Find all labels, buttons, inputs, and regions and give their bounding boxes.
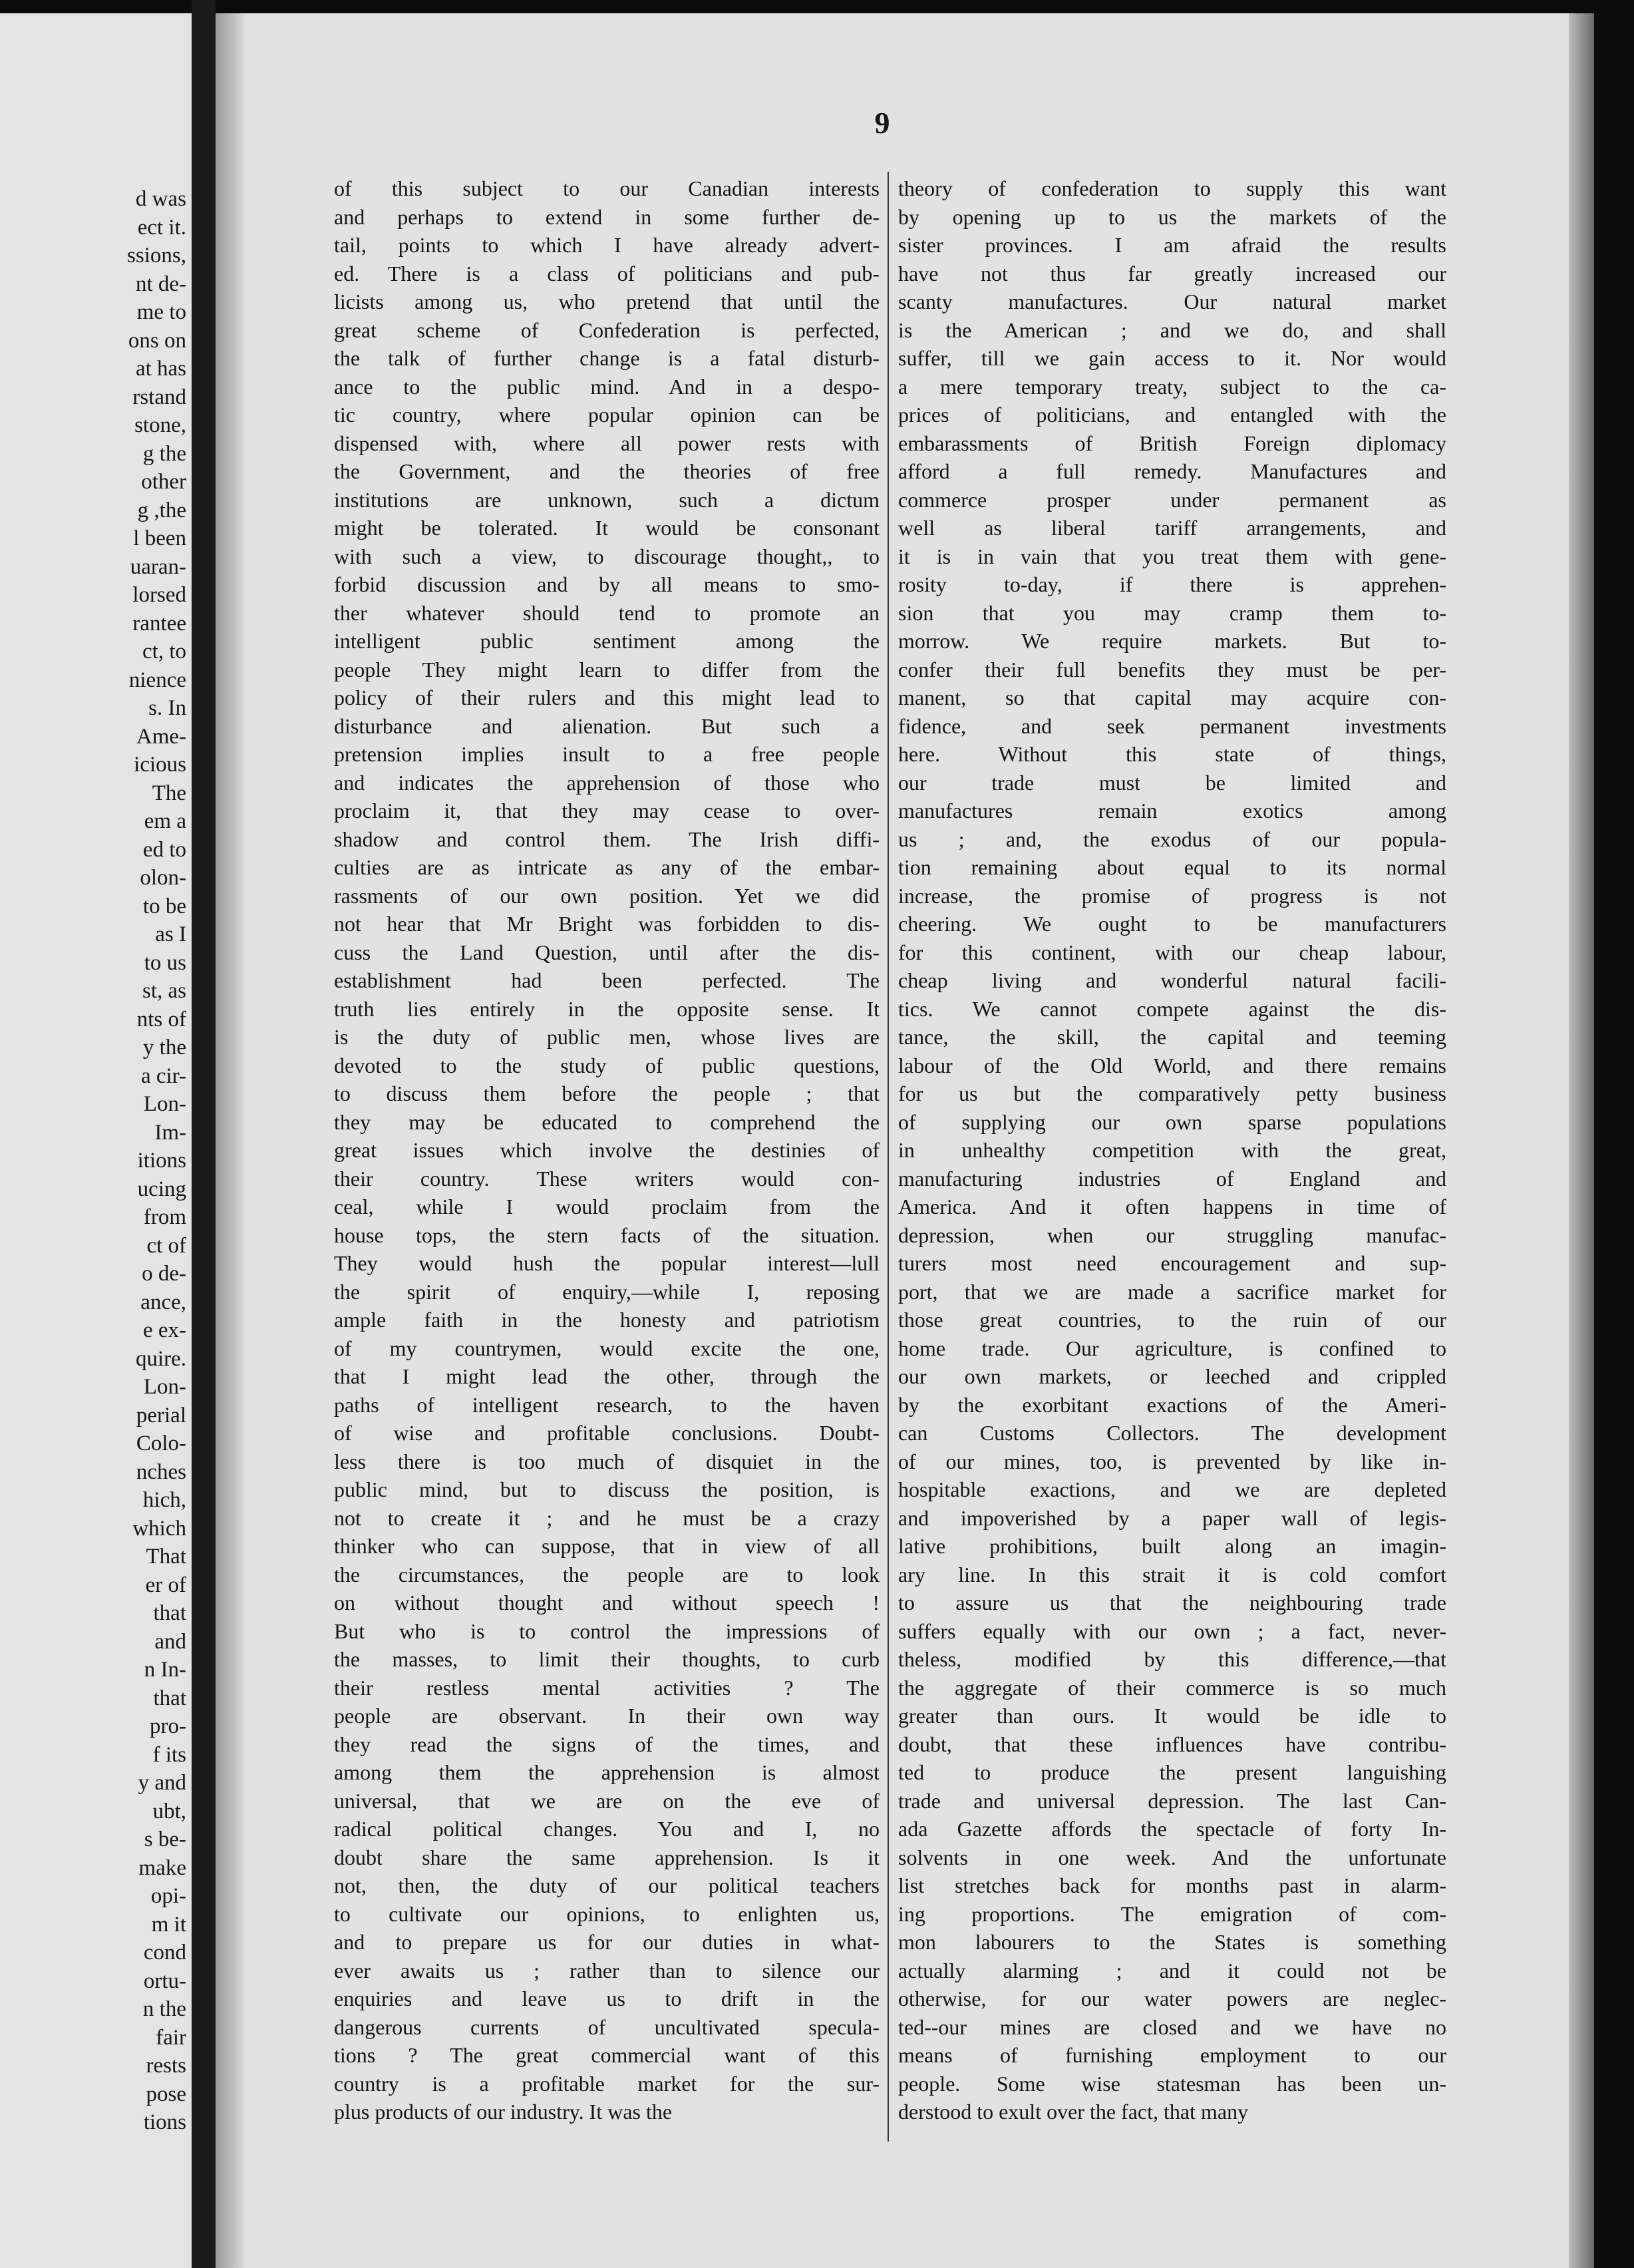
fragment-line: ucing: [137, 1177, 186, 1201]
text-line: pretension implies insult to a free people: [334, 742, 880, 766]
text-line: by opening up to us the markets of the: [898, 204, 1446, 229]
text-line: have not thus far greatly increased our: [898, 261, 1446, 285]
text-line: the aggregate of their commerce is so much: [898, 1675, 1446, 1700]
text-line: scanty manufactures. Our natural market: [898, 289, 1446, 313]
text-line: a mere temporary treaty, subject to the ca-: [898, 374, 1446, 399]
text-line: our own markets, or leeched and crippled: [898, 1364, 1446, 1388]
fragment-line: That: [146, 1545, 186, 1569]
text-line: rassments of our own position. Yet we did: [334, 883, 880, 908]
fragment-line: The: [152, 781, 186, 805]
text-line: to discuss them before the people ; that: [334, 1081, 880, 1105]
text-line: great scheme of Confederation is perfected,: [334, 317, 880, 342]
text-line: institutions are unknown, such a dictum: [334, 487, 880, 512]
text-line: fidence, and seek permanent investments: [898, 713, 1446, 738]
text-line: it is in vain that you treat them with gene-: [898, 544, 1446, 568]
text-line: tions ? The great commercial want of this: [334, 2043, 880, 2067]
text-line: rosity to-day, if there is apprehen-: [898, 572, 1446, 596]
text-line: and indicates the apprehension of those who: [334, 770, 880, 795]
text-line: home trade. Our agriculture, is confined to: [898, 1336, 1446, 1360]
text-line: radical political changes. You and I, no: [334, 1817, 880, 1841]
fragment-line: nches: [136, 1459, 186, 1484]
fragment-line: stone,: [134, 413, 186, 437]
text-line: increase, the promise of progress is not: [898, 883, 1446, 908]
fragment-line: y and: [138, 1771, 186, 1795]
fragment-line: to us: [144, 950, 186, 975]
text-line: labour of the Old World, and there remains: [898, 1053, 1446, 1077]
text-line: of supplying our own sparse populations: [898, 1109, 1446, 1134]
fragment-line: ed to: [142, 837, 186, 862]
text-line: sister provinces. I am afraid the results: [898, 233, 1446, 257]
text-line: public mind, but to discuss the position, is: [334, 1477, 880, 1501]
fragment-line: pose: [146, 2082, 186, 2106]
fragment-line: y the: [142, 1036, 186, 1059]
text-line: prices of politicians, and entangled with the: [898, 403, 1446, 427]
fragment-line: g the: [142, 441, 186, 466]
text-line: tics. We cannot compete against the dis-: [898, 996, 1446, 1021]
text-line: for us but the comparatively petty business: [898, 1081, 1446, 1105]
text-line: actually alarming ; and it could not be: [898, 1958, 1446, 1983]
text-line: our trade must be limited and: [898, 770, 1446, 795]
fragment-line: Lon-: [143, 1092, 186, 1116]
fragment-line: a cir-: [140, 1063, 186, 1088]
text-line: truth lies entirely in the opposite sense. It: [334, 996, 880, 1021]
fragment-line: ct of: [146, 1233, 186, 1258]
text-line: their restless mental activities ? The: [334, 1675, 880, 1700]
page-edge-shadow: [1569, 13, 1594, 2268]
text-line: dispensed with, where all power rests with: [334, 431, 880, 455]
fragment-line: hich,: [142, 1488, 186, 1512]
text-line: ample faith in the honesty and patriotism: [334, 1308, 880, 1332]
text-line: and impoverished by a paper wall of legis-: [898, 1505, 1446, 1530]
text-line: to cultivate our opinions, to enlighten us,: [334, 1901, 880, 1926]
text-line: less there is too much of disquiet in the: [334, 1449, 880, 1473]
fragment-line: n the: [142, 1997, 186, 2021]
text-line: means of furnishing employment to our: [898, 2043, 1446, 2067]
fragment-line: nt de-: [135, 272, 186, 296]
fragment-line: ons on: [128, 328, 186, 353]
text-line: that I might lead the other, through the: [334, 1364, 880, 1388]
text-line: of my countrymen, would excite the one,: [334, 1336, 880, 1360]
text-line: ther whatever should tend to promote an: [334, 600, 880, 625]
text-line: can Customs Collectors. The development: [898, 1421, 1446, 1445]
fragment-line: pro-: [150, 1714, 186, 1738]
text-line: derstood to exult over the fact, that many: [898, 2100, 1249, 2124]
text-line: port, that we are made a sacrifice market for: [898, 1279, 1446, 1304]
fragment-line: ct, to: [142, 640, 186, 663]
fragment-line: rantee: [132, 611, 186, 636]
fragment-line: rests: [146, 2054, 186, 2078]
fragment-line: ortu-: [143, 1969, 186, 1993]
fragment-line: other: [141, 470, 186, 494]
text-line: of wise and profitable conclusions. Doubt-: [334, 1421, 880, 1445]
text-line: us ; and, the exodus of our popula-: [898, 827, 1446, 851]
fragment-line: itions: [137, 1149, 186, 1173]
text-line: of our mines, too, is prevented by like in-: [898, 1449, 1446, 1473]
fragment-line: s. In: [148, 696, 186, 720]
fragment-line: o de-: [142, 1262, 186, 1286]
text-line: commerce prosper under permanent as: [898, 487, 1446, 512]
text-line: for this continent, with our cheap labour,: [898, 940, 1446, 964]
fragment-line: g ,the: [137, 498, 186, 522]
text-line: morrow. We require markets. But to-: [898, 629, 1446, 653]
text-line: great issues which involve the destinies of: [334, 1138, 880, 1162]
fragment-line: Im-: [154, 1120, 186, 1145]
fragment-line: as I: [155, 922, 186, 946]
fragment-line: Colo-: [136, 1431, 186, 1455]
text-line: licists among us, who pretend that until the: [334, 289, 880, 313]
text-line: manent, so that capital may acquire con-: [898, 685, 1446, 709]
fragment-line: n In-: [144, 1658, 186, 1682]
text-line: people are observant. In their own way: [334, 1704, 880, 1728]
fragment-line: uaran-: [130, 554, 186, 579]
text-line: sion that you may cramp them to-: [898, 600, 1446, 625]
text-line: suffers equally with our own ; a fact, never-: [898, 1618, 1446, 1643]
fragment-line: d was: [135, 187, 186, 211]
fragment-line: quire.: [135, 1346, 186, 1371]
text-line: America. And it often happens in time of: [898, 1195, 1446, 1219]
text-line: lative prohibitions, built along an imagin-: [898, 1534, 1446, 1558]
text-column-left: [334, 174, 880, 2126]
text-line: ance to the public mind. And in a despo-: [334, 374, 880, 399]
fragment-line: ect it.: [137, 215, 186, 240]
text-line: policy of their rulers and this might lead to: [334, 685, 880, 709]
fragment-line: perial: [136, 1403, 186, 1427]
text-line: cheering. We ought to be manufacturers: [898, 912, 1446, 936]
text-line: depression, when our struggling manufac-: [898, 1223, 1446, 1247]
text-line: by the exorbitant exactions of the Ameri-: [898, 1392, 1446, 1417]
text-line: theory of confederation to supply this want: [898, 176, 1446, 200]
text-line: country is a profitable market for the sur-: [334, 2071, 880, 2096]
text-line: in unhealthy competition with the great,: [898, 1138, 1446, 1162]
text-line: list stretches back for months past in alarm-: [898, 1873, 1446, 1897]
text-line: enquiries and leave us to drift in the: [334, 1986, 880, 2010]
fragment-line: cond: [143, 1941, 186, 1965]
fragment-line: and: [154, 1629, 186, 1654]
fragment-line: ssions,: [127, 244, 186, 268]
fragment-line: make: [138, 1855, 186, 1880]
text-line: not to create it ; and he must be a crazy: [334, 1505, 880, 1530]
text-line: cheap living and wonderful natural facili-: [898, 968, 1446, 992]
fragment-line: Lon-: [143, 1375, 186, 1399]
text-line: culties are as intricate as any of the embar-: [334, 855, 880, 879]
text-line: cuss the Land Question, until after the dis-: [334, 940, 880, 964]
fragment-line: ubt,: [152, 1799, 186, 1823]
text-line: to assure us that the neighbouring trade: [898, 1591, 1446, 1614]
text-line: establishment had been perfected. The: [334, 968, 880, 992]
text-line: is the American ; and we do, and shall: [898, 317, 1446, 342]
fragment-line: opi-: [150, 1884, 186, 1908]
text-line: doubt, that these influences have contribu-: [898, 1732, 1446, 1756]
text-line: the circumstances, the people are to look: [334, 1562, 880, 1587]
text-line: paths of intelligent research, to the haven: [334, 1392, 880, 1417]
text-line: they may be educated to comprehend the: [334, 1109, 880, 1134]
text-line: otherwise, for our water powers are neglec-: [898, 1986, 1446, 2010]
text-line: But who is to control the impressions of: [334, 1618, 880, 1643]
text-line: afford a full remedy. Manufactures and: [898, 459, 1446, 483]
text-line: theless, modified by this difference,—that: [898, 1647, 1446, 1671]
fragment-line: m it: [151, 1912, 186, 1937]
text-line: manufactures remain exotics among: [898, 799, 1446, 823]
text-line: not hear that Mr Bright was forbidden to dis-: [334, 912, 880, 936]
text-line: proclaim it, that they may cease to over-: [334, 799, 880, 823]
fragment-line: l been: [133, 526, 186, 550]
text-line: people. Some wise statesman has been un-: [898, 2071, 1446, 2096]
page-number: 9: [874, 106, 890, 140]
text-line: here. Without this state of things,: [898, 742, 1446, 766]
text-line: the masses, to limit their thoughts, to curb: [334, 1647, 880, 1671]
text-line: among them the apprehension is almost: [334, 1760, 880, 1784]
text-line: of this subject to our Canadian interests: [334, 176, 880, 200]
text-line: not, then, the duty of our political teachers: [334, 1873, 880, 1897]
text-line: They would hush the popular interest—lull: [334, 1251, 880, 1275]
text-line: the spirit of enquiry,—while I, reposing: [334, 1279, 880, 1304]
text-line: the Government, and the theories of free: [334, 459, 880, 483]
text-line: ed. There is a class of politicians and pub-: [334, 261, 880, 285]
fragment-line: Ame-: [136, 724, 186, 749]
text-line: intelligent public sentiment among the: [334, 629, 880, 653]
right-page: [216, 13, 1594, 2268]
fragment-line: s be-: [144, 1827, 186, 1851]
fragment-line: icious: [134, 753, 186, 777]
fragment-line: f its: [152, 1742, 186, 1767]
text-line: devoted to the study of public questions,: [334, 1053, 880, 1077]
text-line: embarassments of British Foreign diplomacy: [898, 431, 1446, 455]
text-line: manufacturing industries of England and: [898, 1166, 1446, 1191]
text-line: tance, the skill, the capital and teeming: [898, 1025, 1446, 1049]
fragment-line: from: [143, 1205, 186, 1229]
text-line: with such a view, to discourage thought,, to: [334, 544, 880, 568]
text-line: forbid discussion and by all means to smo-: [334, 572, 880, 596]
text-line: disturbance and alienation. But such a: [334, 713, 880, 738]
left-page-fragment: [0, 13, 192, 2268]
fragment-line: st, as: [142, 979, 186, 1003]
text-line: mon labourers to the States is something: [898, 1930, 1446, 1954]
text-line: suffer, till we gain access to it. Nor would: [898, 346, 1446, 370]
text-line: tion remaining about equal to its normal: [898, 855, 1446, 879]
text-line: trade and universal depression. The last Can-: [898, 1788, 1446, 1813]
fragment-line: nience: [128, 667, 186, 692]
text-line: ted to produce the present languishing: [898, 1760, 1446, 1784]
fragment-line: olon-: [140, 866, 186, 890]
fragment-line: that: [153, 1686, 186, 1710]
text-line: they read the signs of the times, and: [334, 1732, 880, 1756]
text-line: solvents in one week. And the unfortunate: [898, 1845, 1446, 1869]
page-gutter: [192, 0, 216, 2268]
fragment-line: nts of: [136, 1007, 186, 1032]
text-line: and perhaps to extend in some further de-: [334, 204, 880, 229]
text-line: dangerous currents of uncultivated specula-: [334, 2014, 880, 2039]
text-line: doubt share the same apprehension. Is it: [334, 1845, 880, 1869]
text-line: ceal, while I would proclaim from the: [334, 1195, 880, 1219]
fragment-line: me to: [136, 300, 186, 324]
fragment-line: em a: [144, 809, 186, 833]
fragment-line: fair: [156, 2025, 186, 2050]
text-line: shadow and control them. The Irish diffi-: [334, 827, 880, 851]
binding-shadow: [216, 13, 246, 2268]
text-line: well as liberal tariff arrangements, and: [898, 516, 1446, 540]
text-line: confer their full benefits they must be per-: [898, 657, 1446, 681]
text-line: those great countries, to the ruin of our: [898, 1308, 1446, 1332]
fragment-line: rstand: [132, 385, 186, 409]
fragment-line: ance,: [140, 1290, 186, 1314]
text-line: ever awaits us ; rather than to silence our: [334, 1958, 880, 1983]
fragment-line: to be: [142, 894, 186, 918]
text-line: people They might learn to differ from the: [334, 657, 880, 681]
text-line: might be tolerated. It would be consonant: [334, 516, 880, 540]
text-line: tail, points to which I have already advert-: [334, 233, 880, 257]
column-rule: [888, 172, 889, 2142]
text-line: plus products of our industry. It was the: [334, 2100, 673, 2124]
text-line: ada Gazette affords the spectacle of forty In-: [898, 1817, 1446, 1841]
text-line: ing proportions. The emigration of com-: [898, 1901, 1446, 1926]
fragment-line: at has: [135, 357, 186, 381]
text-line: the talk of further change is a fatal disturb-: [334, 346, 880, 370]
fragment-line: er of: [145, 1573, 186, 1597]
text-line: and to prepare us for our duties in what-: [334, 1930, 880, 1954]
text-line: thinker who can suppose, that in view of all: [334, 1534, 880, 1558]
text-line: ary line. In this strait it is cold comfort: [898, 1562, 1446, 1587]
text-column-right: [898, 174, 1446, 2126]
fragment-line: lorsed: [132, 583, 186, 607]
text-line: universal, that we are on the eve of: [334, 1788, 880, 1813]
text-line: house tops, the stern facts of the situation.: [334, 1223, 880, 1247]
text-line: turers most need encouragement and sup-: [898, 1251, 1446, 1275]
fragment-line: e ex-: [142, 1318, 186, 1342]
text-line: on without thought and without speech !: [334, 1591, 880, 1614]
fragment-line: that: [153, 1601, 186, 1625]
text-line: hospitable exactions, and we are depleted: [898, 1477, 1446, 1501]
fragment-line: which: [132, 1516, 186, 1541]
text-line: is the duty of public men, whose lives are: [334, 1025, 880, 1049]
text-line: ted--our mines are closed and we have no: [898, 2014, 1446, 2039]
text-line: their country. These writers would con-: [334, 1166, 880, 1191]
fragment-line: tions: [143, 2110, 186, 2134]
text-line: greater than ours. It would be idle to: [898, 1704, 1446, 1728]
left-page-text-column: [127, 185, 186, 2137]
text-line: tic country, where popular opinion can be: [334, 403, 880, 427]
